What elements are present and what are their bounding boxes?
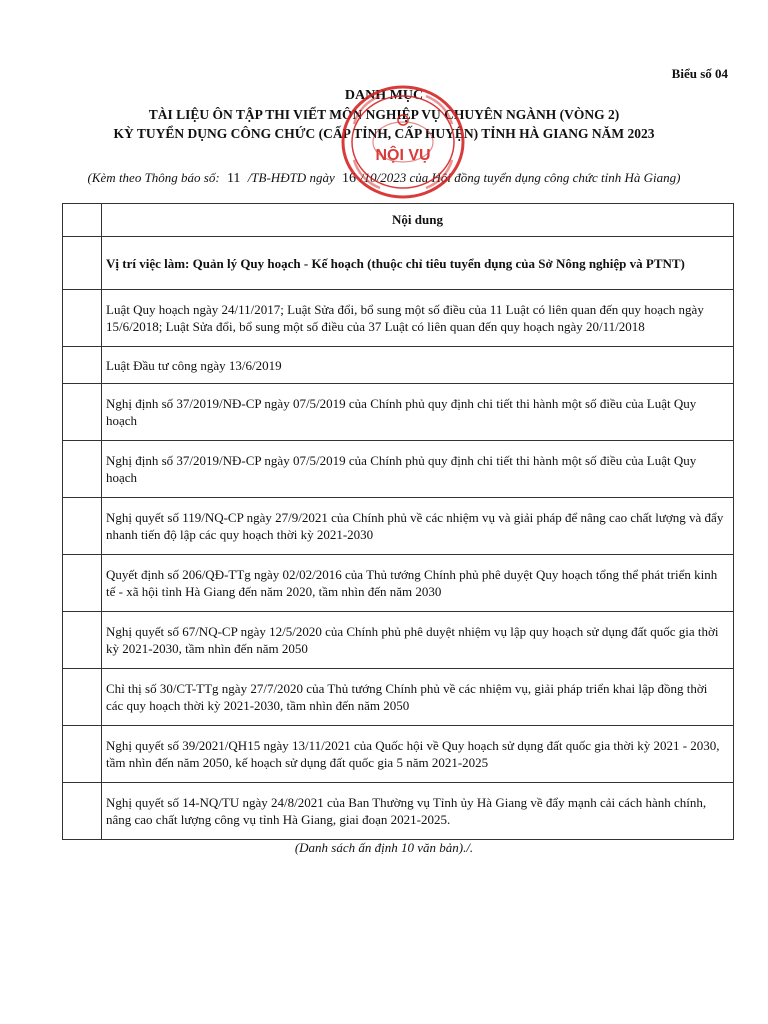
subtitle-suffix: /10/2023 của Hội đồng tuyển dụng công chức tỉnh Hà Giang) — [359, 170, 681, 185]
title-line-2: TÀI LIỆU ÔN TẬP THI VIẾT MÔN NGHIỆP VỤ CHUYÊN NGÀNH (VÒNG 2) — [148, 107, 620, 122]
notice-number: 11 — [226, 171, 241, 186]
stt-cell — [63, 237, 102, 290]
seal-text: NỘI VỤ — [375, 147, 431, 164]
document-item: Nghị quyết số 14-NQ/TU ngày 24/8/2021 của Ban Thường vụ Tỉnh ủy Hà Giang về đẩy mạnh cải cách hành chính, nâng cao chất lượng công vụ tỉnh Hà Giang, giai đoạn 2021-2025. — [102, 783, 734, 840]
stt-cell — [63, 347, 102, 384]
stt-cell — [63, 669, 102, 726]
table-row — [63, 441, 734, 498]
table-row — [63, 498, 734, 555]
document-item: Nghị định số 37/2019/NĐ-CP ngày 07/5/2019 của Chính phủ quy định chi tiết thi hành một số điều của Luật Quy hoạch — [102, 384, 734, 441]
title-main: DANH MỤC — [344, 88, 424, 103]
table-row — [63, 726, 734, 783]
section-title: Vị trí việc làm: Quản lý Quy hoạch - Kế hoạch (thuộc chỉ tiêu tuyển dụng của Sở Nông nghiệp và PTNT) — [102, 237, 734, 290]
document-item: Luật Đầu tư công ngày 13/6/2019 — [102, 347, 734, 384]
form-number: Biểu số 04 — [671, 66, 728, 81]
document-item: Nghị định số 37/2019/NĐ-CP ngày 07/5/2019 của Chính phủ quy định chi tiết thi hành một số điều của Luật Quy hoạch — [102, 441, 734, 498]
table-row — [63, 612, 734, 669]
table-row — [63, 290, 734, 347]
stt-cell — [63, 555, 102, 612]
table-row — [63, 384, 734, 441]
title-line-3: KỲ TUYỂN DỤNG CÔNG CHỨC (CẤP TỈNH, CẤP HUYỆN) TỈNH HÀ GIANG NĂM 2023 — [113, 126, 655, 141]
table-row — [63, 347, 734, 384]
document-item: Nghị quyết số 67/NQ-CP ngày 12/5/2020 của Chính phủ phê duyệt nhiệm vụ lập quy hoạch sử dụng đất quốc gia thời kỳ 2021-2030, tầm nhìn đến năm 2050 — [102, 612, 734, 669]
document-item: Chỉ thị số 30/CT-TTg ngày 27/7/2020 của Thủ tướng Chính phủ về các nhiệm vụ, giải pháp triển khai lập đồng thời các quy hoạch thời kỳ 2021-2030, tầm nhìn đến năm 2050 — [102, 669, 734, 726]
table-row — [63, 783, 734, 840]
document-item: Quyết định số 206/QĐ-TTg ngày 02/02/2016 của Thủ tướng Chính phủ phê duyệt Quy hoạch tổng thể phát triển kinh tế - xã hội tỉnh Hà Giang đến năm 2020, tầm nhìn đến năm 2030 — [102, 555, 734, 612]
stt-cell — [63, 290, 102, 347]
stt-cell — [63, 498, 102, 555]
document-list-table — [62, 203, 734, 840]
official-seal-icon — [340, 84, 466, 200]
stt-header-cell — [63, 204, 102, 237]
stt-cell — [63, 384, 102, 441]
footer-note: (Danh sách ấn định 10 văn bản)./. — [294, 840, 474, 855]
stt-cell — [63, 441, 102, 498]
stt-cell — [63, 726, 102, 783]
document-item: Luật Quy hoạch ngày 24/11/2017; Luật Sửa đổi, bổ sung một số điều của 11 Luật có liên quan đến quy hoạch ngày 15/6/2018; Luật Sửa đổi, bổ sung một số điều của 37 Luật có liên quan đến quy hoạch ngày 20/11/2018 — [102, 290, 734, 347]
section-row — [63, 237, 734, 290]
subtitle-mid: /TB-HĐTD ngày — [247, 170, 335, 185]
stt-cell — [63, 783, 102, 840]
content-header-cell: Nội dung — [102, 204, 734, 237]
table-row — [63, 555, 734, 612]
notice-day: 16 — [341, 171, 356, 186]
table-row — [63, 669, 734, 726]
stt-cell — [63, 612, 102, 669]
subtitle-prefix: (Kèm theo Thông báo số: — [87, 170, 220, 185]
document-item: Nghị quyết số 119/NQ-CP ngày 27/9/2021 của Chính phủ về các nhiệm vụ và giải pháp để nâng cao chất lượng và đẩy nhanh tiến độ lập các quy hoạch thời kỳ 2021-2030 — [102, 498, 734, 555]
document-item: Nghị quyết số 39/2021/QH15 ngày 13/11/2021 của Quốc hội về Quy hoạch sử dụng đất quốc gia thời kỳ 2021 - 2030, tầm nhìn đến năm 2050, kế hoạch sử dụng đất quốc gia 5 năm 2021-2025 — [102, 726, 734, 783]
table-header-row — [63, 204, 734, 237]
